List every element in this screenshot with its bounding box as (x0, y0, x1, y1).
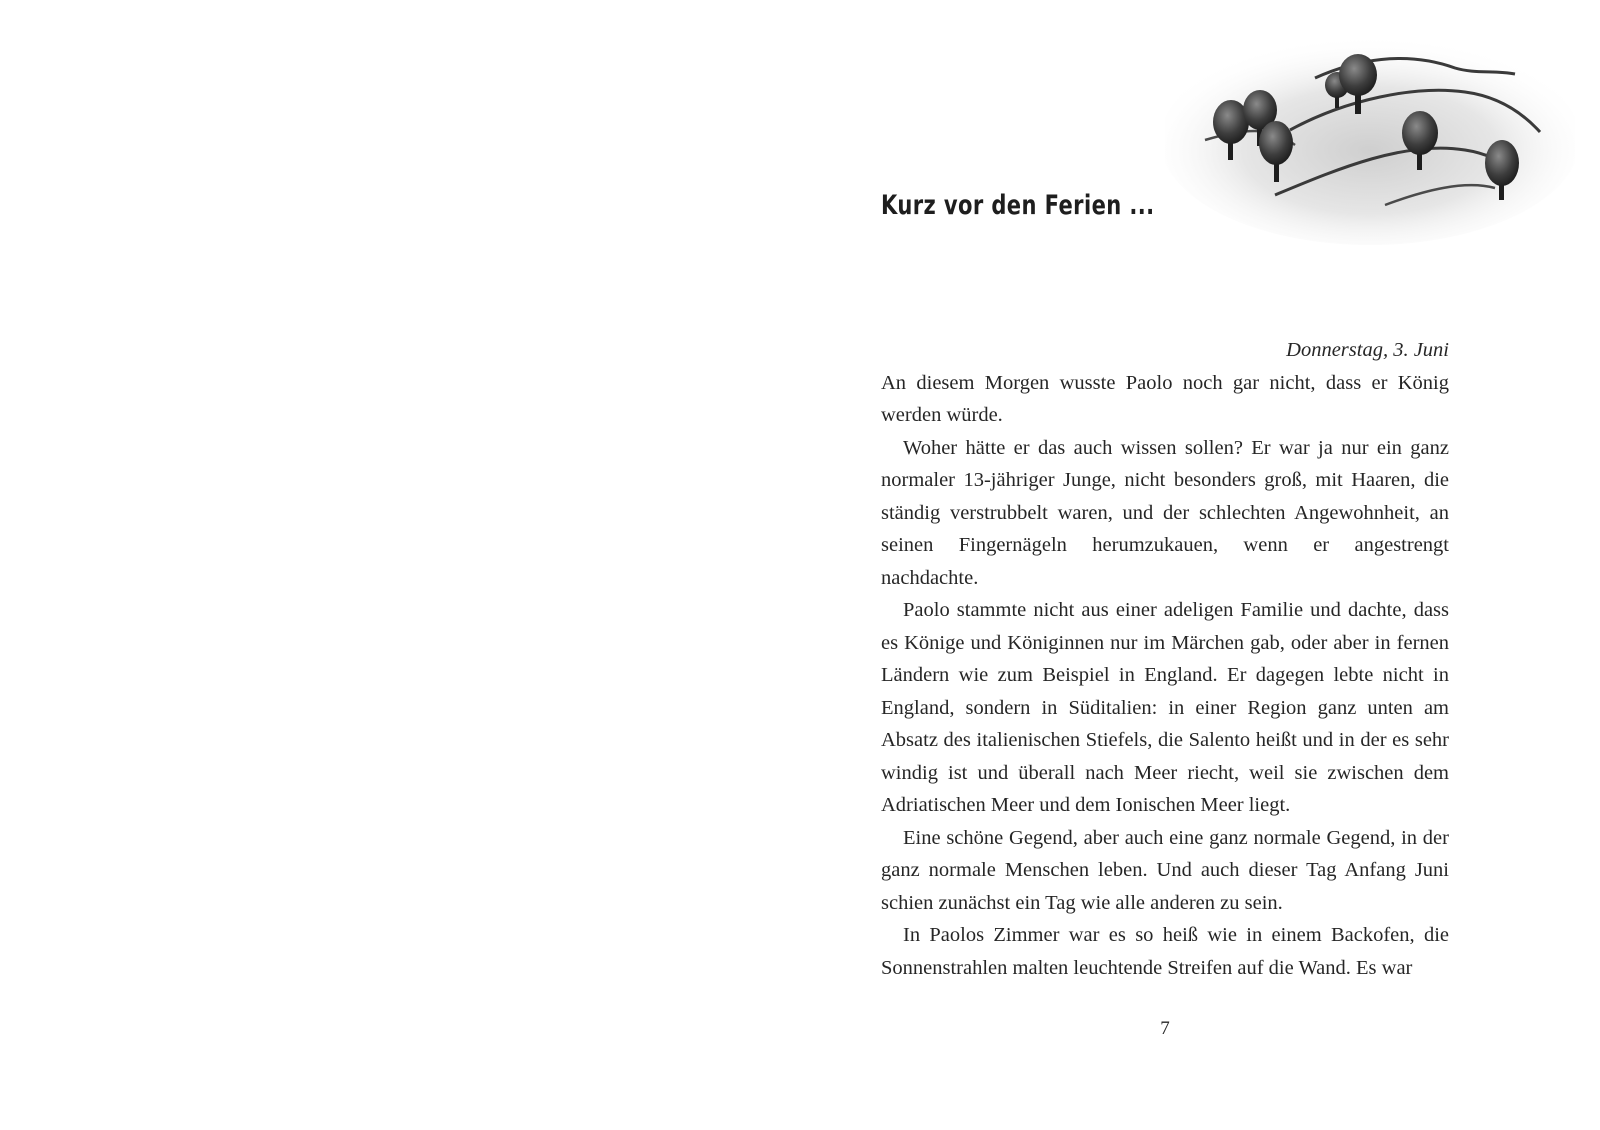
hills-with-trees-icon (1165, 30, 1575, 245)
page-number: 7 (1160, 1018, 1170, 1039)
chapter-title: Kurz vor den Ferien ... (881, 190, 1155, 221)
paragraph: Woher hätte er das auch wissen sollen? Er war ja nur ein ganz normaler 13-jähriger Junge, nicht besonders groß, mit Haaren, die ständig verstrubbelt waren, und der schlechten Angewohnheit, an seinen Fingernägeln herumzukauen, wenn er angestrengt nachdachte. (881, 436, 1449, 589)
paragraph: In Paolos Zimmer war es so heiß wie in einem Backofen, die Sonnenstrahlen malten leuchtende Streifen auf die Wand. Es war (881, 924, 1449, 979)
diary-date: Donnerstag, 3. Juni (1286, 339, 1449, 361)
paragraph: Paolo stammte nicht aus einer adeligen Familie und dachte, dass es Könige und Königinnen nur im Märchen gab, oder aber in fernen Ländern wie zum Beispiel in England. Er dagegen lebte nicht in England, sondern in Süditalien: in einer Region ganz unten am Absatz des italienischen Stiefels, die Salento heißt und in der es sehr windig ist und überall nach Meer riecht, weil sie zwischen dem Adriatischen Meer und dem Ionischen Meer liegt. (881, 599, 1449, 816)
body-text (881, 334, 1449, 984)
right-page (800, 0, 1600, 1130)
paragraph: An diesem Morgen wusste Paolo noch gar nicht, dass er König werden würde. (881, 371, 1449, 426)
paragraph: Eine schöne Gegend, aber auch eine ganz normale Gegend, in der ganz normale Menschen leben. Und auch dieser Tag Anfang Juni schien zunächst ein Tag wie alle anderen zu sein. (881, 826, 1449, 914)
